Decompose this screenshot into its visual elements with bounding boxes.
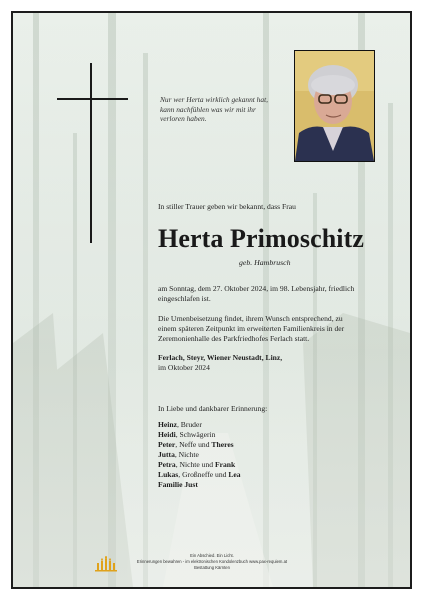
family-member: Heinz, Bruder bbox=[158, 420, 202, 429]
burial-notice-line: einem späteren Zeitpunkt im erweiterten Familienkreis in der bbox=[158, 324, 345, 333]
family-member: Heidi, Schwägerin bbox=[158, 430, 216, 439]
footer bbox=[0, 553, 424, 570]
death-notice-line: eingeschlafen ist. bbox=[158, 294, 211, 303]
family-member: Jutta, Nichte bbox=[158, 450, 199, 459]
quote-line: kann nachfühlen was wir mit ihr bbox=[160, 104, 256, 114]
family-list bbox=[158, 420, 241, 490]
death-notice-line: am Sonntag, dem 27. Oktober 2024, im 98. Lebensjahr, friedlich bbox=[158, 284, 355, 293]
place: Ferlach, Steyr, Wiener Neustadt, Linz, bbox=[158, 353, 283, 362]
cross-icon-bar bbox=[57, 98, 128, 100]
quote-line: verloren haben. bbox=[160, 114, 207, 124]
maiden-name: geb. Hambrusch bbox=[239, 258, 291, 267]
family-member: Petra, Nichte und Frank bbox=[158, 460, 236, 469]
quote-line: Nur wer Herta wirklich gekannt hat, bbox=[160, 95, 268, 104]
death-notice bbox=[158, 284, 376, 304]
memorial-quote bbox=[160, 95, 290, 124]
burial-notice-line: Zeremonienhalle des Parkfriedhofes Ferlach statt. bbox=[158, 334, 310, 343]
remembrance-heading: In Liebe und dankbarer Erinnerung: bbox=[158, 404, 268, 413]
deceased-name: Herta Primoschitz bbox=[158, 224, 365, 253]
family-member: Lukas, Großneffe und Lea bbox=[158, 470, 241, 479]
date: im Oktober 2024 bbox=[158, 363, 210, 372]
burial-notice bbox=[158, 314, 376, 344]
intro-text: In stiller Trauer geben wir bekannt, dass Frau bbox=[158, 202, 296, 211]
family-member: Peter, Neffe und Theres bbox=[158, 440, 234, 449]
footer-line: Bestattung Kärnten bbox=[194, 564, 230, 570]
footer-line: Ein Abschied. Ein Licht. bbox=[190, 553, 234, 558]
portrait-photo bbox=[294, 50, 375, 162]
family-member: Familie Just bbox=[158, 480, 198, 489]
footer-line: Erinnerungen bewahren - im elektronischen Kondolenzbuch www.pax-requiem.at bbox=[136, 558, 288, 564]
place-date bbox=[158, 353, 376, 373]
cross-icon bbox=[90, 63, 92, 243]
burial-notice-line: Die Urnenbeisetzung findet, ihrem Wunsch entsprechend, zu bbox=[158, 314, 343, 323]
